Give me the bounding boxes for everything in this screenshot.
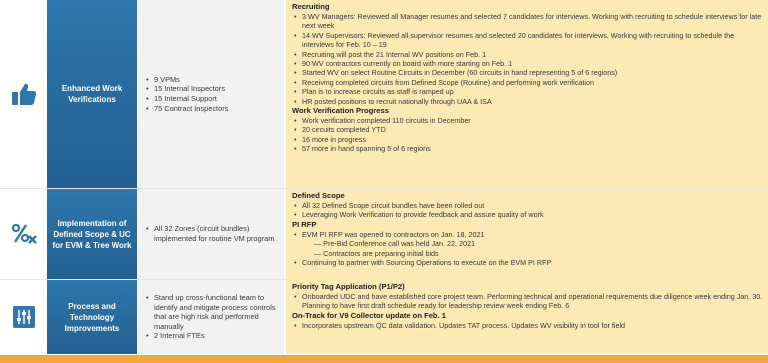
detail-item: • HR posted positions to recruit nationally through UAA & ISA [302,97,768,106]
detail-item: • 90 WV contractors currently on board with more starting on Feb. 1 [302,59,768,68]
section-header: On-Track for V9 Collector update on Feb. 1 [292,310,447,320]
row-icon-cell [0,189,47,279]
detail-item: • EVM PI RFP was opened to contractors on Jan. 18, 2021 [302,230,768,239]
row-icon-cell [0,280,47,354]
detail-item: • 14 WV Supervisors: Reviewed all supervisor resumes and selected 20 candidates for interviews. Working with recruiting to schedule the interviews for Feb. 10 – 19 [302,31,768,50]
details-cell [286,280,768,354]
summary-item: • 2 Internal FTEs [154,331,278,341]
summary-item: • 15 Internal Support [154,94,228,104]
detail-subitem: — Pre-Bid Conference call was held Jan. 22, 2021 [314,239,476,249]
detail-item: • Work verification completed 110 circuits in December [302,116,768,125]
detail-item: • Recruiting will post the 21 Internal WV positions on Feb. 1 [302,50,768,59]
section-header: Priority Tag Application (P1/P2) [292,282,405,291]
summary-item: • All 32 Zones (circuit bundles) implemented for routine VM program [154,224,278,243]
summary-item: • 75 Contract Inspectors [154,104,228,114]
row-title: Process and Technology Improvements [47,280,137,354]
detail-item: • 3 WV Managers: Reviewed all Manager resumes and selected 7 candidates for interviews. Working with recruiting to schedule interviews for late next week [302,12,768,31]
section-header: Work Verification Progress [292,106,389,116]
detail-item: • Incorporates upstream QC data validation. Updates TAT process. Updates WV visibility in tool for field [302,321,768,330]
sliders-icon [13,306,35,328]
detail-item: • All 32 Defined Scope circuit bundles have been rolled out [302,201,768,210]
thumbs-up-icon [11,82,37,106]
detail-item: • 20 circuits completed YTD [302,125,768,134]
section-header: Defined Scope [292,191,345,200]
details-cell [286,0,768,188]
row-title: Enhanced Work Verifications [47,0,137,188]
row-defined-scope [0,189,768,279]
summary-item: • 15 Internal Inspectors [154,84,228,94]
detail-item: • 16 more in progress [302,135,768,144]
detail-subitem: — Contractors are preparing initial bids [314,248,439,258]
details-cell [286,189,768,279]
detail-item: • Continuing to partner with Sourcing Operations to execute on the EVM PI RFP [302,258,768,267]
row-icon-cell [0,0,47,188]
row-title: Implementation of Defined Scope & UC for EVM & Tree Work [47,189,137,279]
section-header: Recruiting [292,2,330,11]
detail-item: • Leveraging Work Verification to provide feedback and assure quality of work [302,210,768,219]
detail-item: • Plan is to increase circuits as staff is ramped up [302,87,768,96]
section-header: PI RFP [292,219,317,229]
accent-footer-bar [0,355,768,363]
summary-item: • 9 VPMs [154,75,228,85]
row-process-technology [0,280,768,354]
summary-cell [138,0,284,188]
percent-x-icon [11,223,37,245]
detail-item: • Started WV on select Routine Circuits in December (60 circuits in hand representing 5 of 6 regions) [302,68,768,77]
summary-item: • Stand up cross-functional team to identify and mitigate process controls that are high risk and performed manually [154,293,278,331]
detail-item: • 57 more in hand spanning 5 of 6 regions [302,144,768,153]
summary-cell [138,189,284,279]
detail-item: • Receiving completed circuits from Defined Scope (Routine) and performing work verification [302,78,768,87]
summary-cell [138,280,284,354]
detail-item: • Onboarded UDC and have established core project team. Performing technical and operational requirements due diligence week ending Jan. 30. Planning to have first draft schedule ready for leadership review week ending Feb. 6 [302,292,768,311]
